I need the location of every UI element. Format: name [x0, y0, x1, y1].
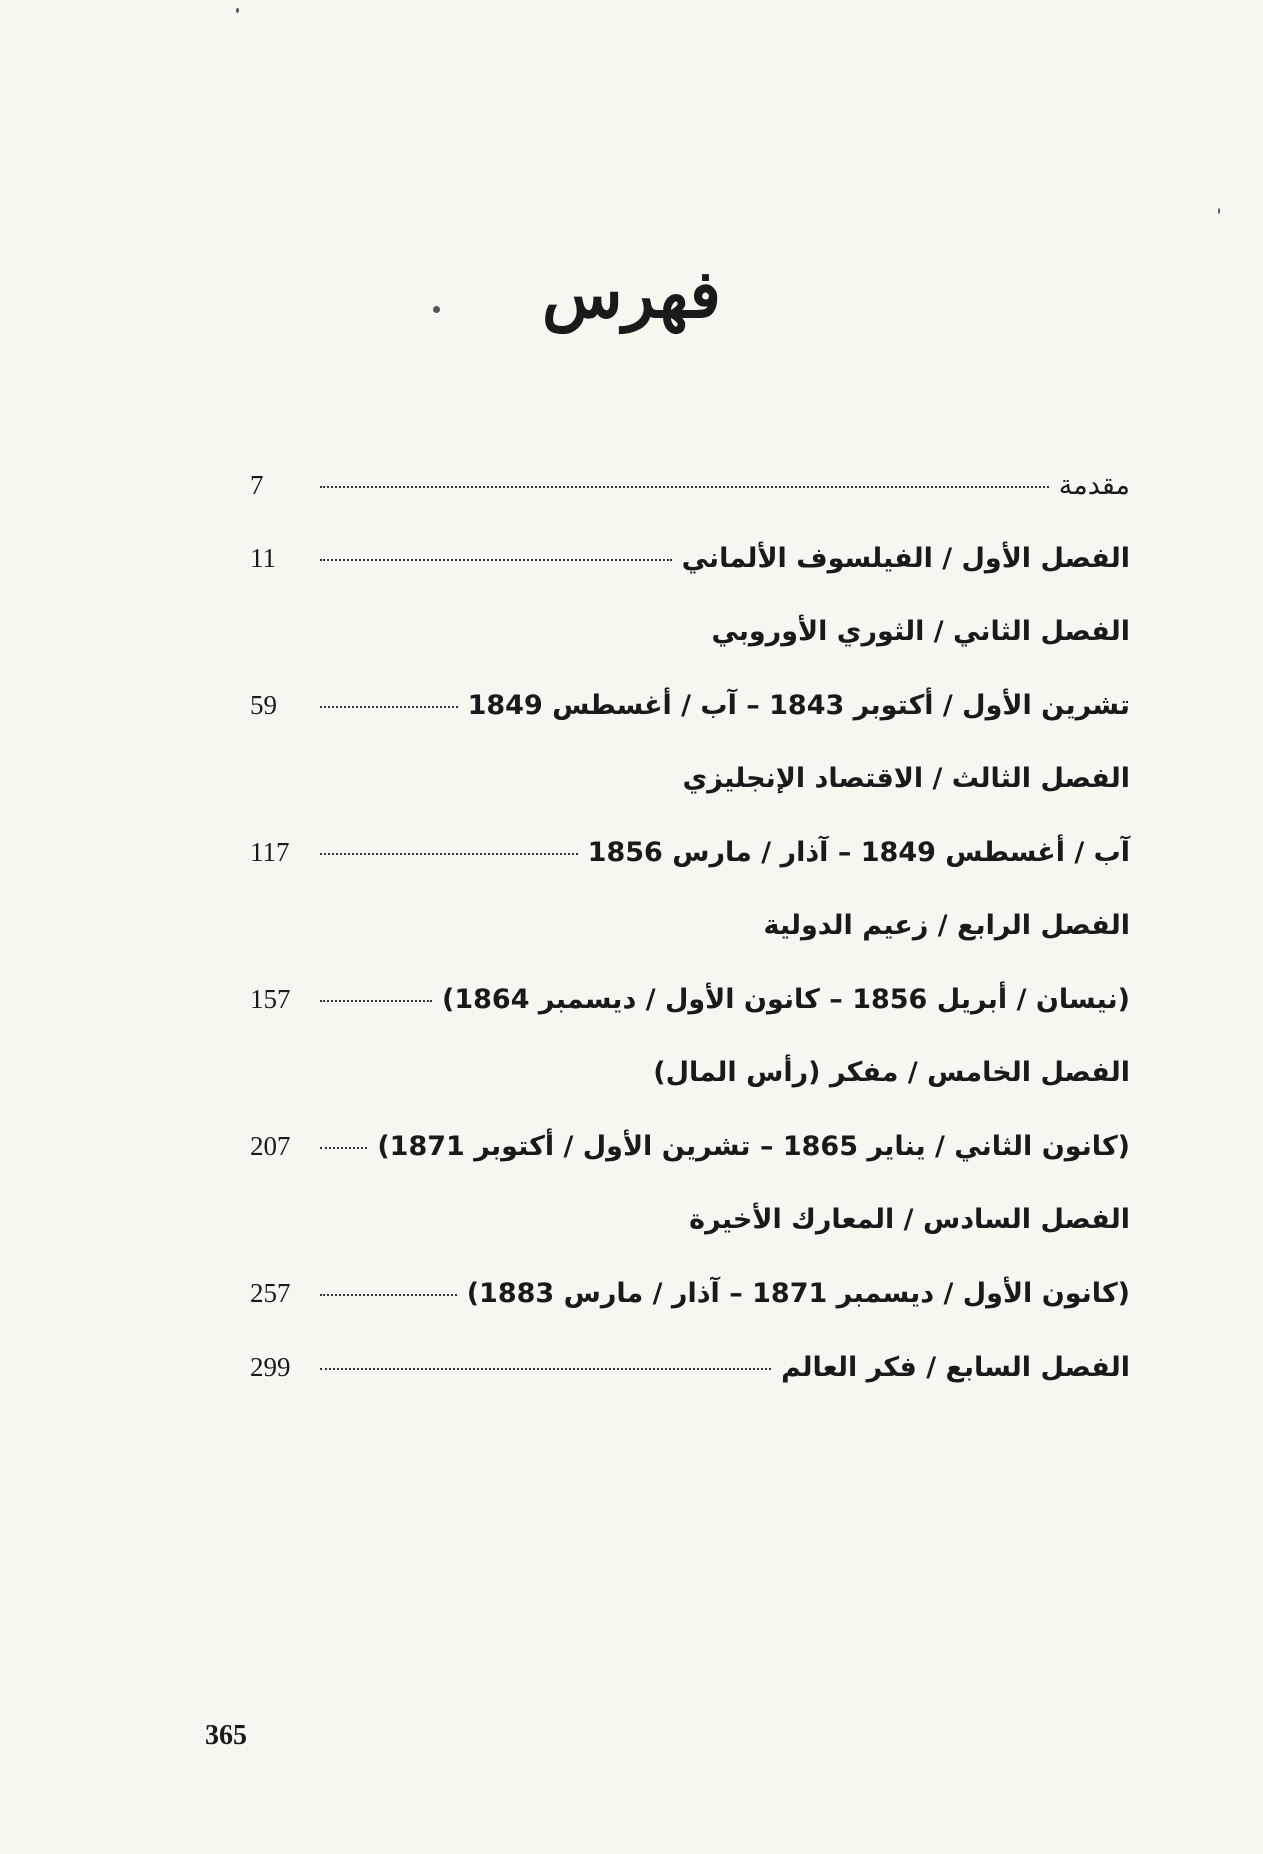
toc-entry [250, 1131, 1130, 1171]
dot-leader [320, 1368, 771, 1370]
toc-entry-title: (نيسان / أبريل 1856 – كانون الأول / ديسمبر 1864) [442, 984, 1130, 1015]
toc-entry [250, 1057, 1130, 1097]
toc-entry-page: 257 [250, 1278, 291, 1308]
toc-entry-title: (كانون الأول / ديسمبر 1871 – آذار / مارس 1883) [466, 1278, 1130, 1309]
dot-leader [320, 486, 1049, 488]
toc-entry-title: الفصل السابع / فكر العالم [781, 1352, 1130, 1383]
toc-entry-title: الفصل الخامس / مفكر (رأس المال) [653, 1057, 1130, 1088]
toc-entry-page: 207 [250, 1131, 291, 1161]
toc-entry-title: الفصل السادس / المعارك الأخيرة [689, 1204, 1130, 1235]
scan-speck [433, 306, 440, 313]
toc-entry [250, 1352, 1130, 1392]
toc-entry-title: مقدمة [1058, 470, 1130, 501]
page-title: فهرس [542, 255, 721, 333]
dot-leader [320, 853, 578, 855]
scan-speck [236, 8, 239, 13]
toc-entry-title: الفصل الثاني / الثوري الأوروبي [711, 616, 1130, 647]
toc-entry [250, 543, 1130, 583]
toc-entry [250, 470, 1130, 510]
toc-entry [250, 690, 1130, 730]
toc-entry [250, 763, 1130, 803]
toc-entry [250, 1204, 1130, 1244]
toc-entry-title: الفصل الثالث / الاقتصاد الإنجليزي [682, 763, 1130, 794]
scan-speck [1218, 208, 1220, 214]
toc-entry [250, 910, 1130, 950]
toc-entry-page: 299 [250, 1352, 291, 1382]
toc-entry-page: 157 [250, 984, 291, 1014]
toc-entry-page: 11 [250, 543, 276, 573]
toc-entry-title: تشرين الأول / أكتوبر 1843 – آب / أغسطس 1849 [467, 690, 1130, 721]
toc-entry-title: (كانون الثاني / يناير 1865 – تشرين الأول / أكتوبر 1871) [377, 1131, 1130, 1162]
toc-entry-title: الفصل الرابع / زعيم الدولية [763, 910, 1130, 941]
toc-entry [250, 616, 1130, 656]
toc-entry [250, 984, 1130, 1024]
page-number: 365 [205, 1720, 247, 1751]
toc-entry-page: 59 [250, 690, 277, 720]
toc-entry-page: 7 [250, 470, 264, 500]
dot-leader [320, 706, 458, 708]
toc-entry-title: الفصل الأول / الفيلسوف الألماني [681, 543, 1130, 574]
dot-leader [320, 1294, 457, 1296]
toc-entry-page: 117 [250, 837, 290, 867]
toc-entry-title: آب / أغسطس 1849 – آذار / مارس 1856 [587, 837, 1130, 868]
toc-entry [250, 837, 1130, 877]
toc-entry [250, 1278, 1130, 1318]
dot-leader [320, 1147, 367, 1149]
dot-leader [320, 559, 672, 561]
dot-leader [320, 1000, 432, 1002]
